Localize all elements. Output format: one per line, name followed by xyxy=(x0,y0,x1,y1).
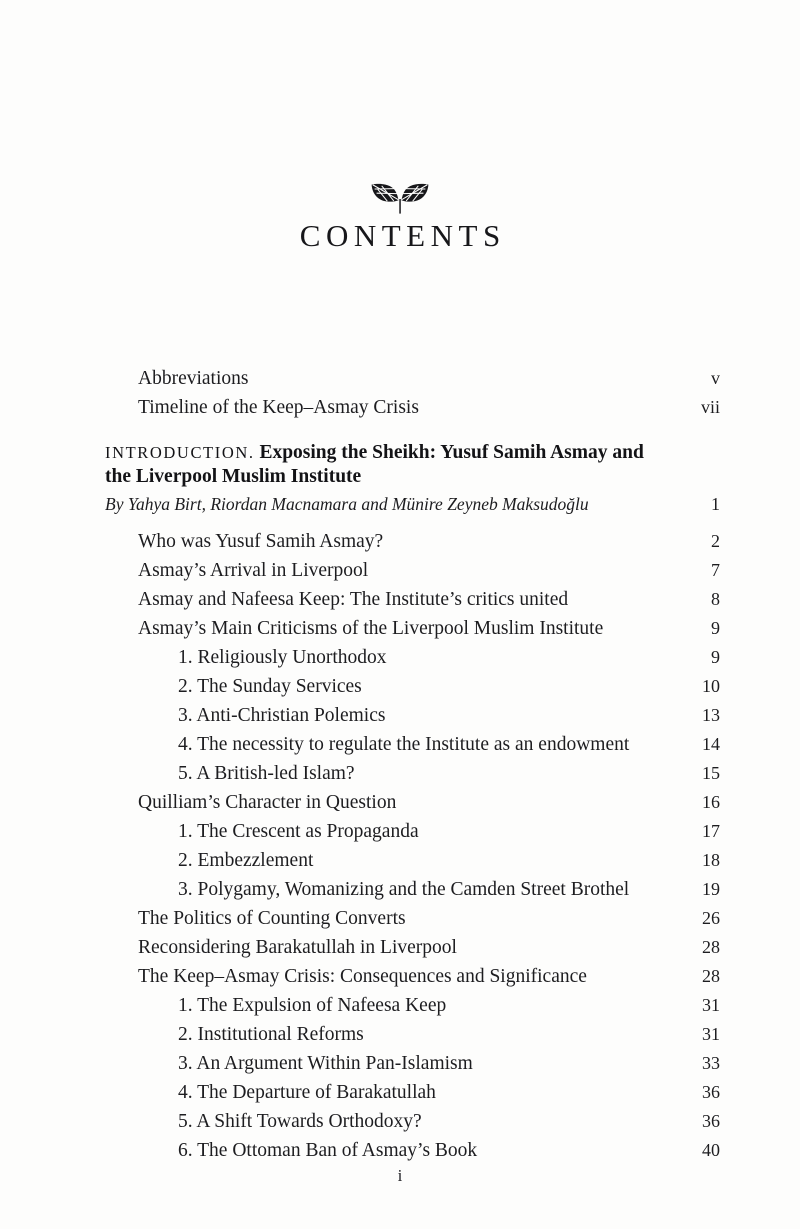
toc-entry[interactable] xyxy=(105,643,720,672)
toc-entry-label: 3. An Argument Within Pan-Islamism xyxy=(178,1053,473,1074)
toc-entry-page: v xyxy=(711,368,720,388)
toc-entry-page: 36 xyxy=(702,1082,720,1102)
toc-entry-page: 31 xyxy=(702,1024,720,1044)
toc-entry-label: Asmay and Nafeesa Keep: The Institute’s critics united xyxy=(138,589,569,610)
toc-entry[interactable] xyxy=(105,614,720,643)
toc-entry-label: Asmay’s Arrival in Liverpool xyxy=(138,560,369,581)
toc-entry-label: 1. The Expulsion of Nafeesa Keep xyxy=(178,995,447,1016)
toc-entry-page: 7 xyxy=(711,560,720,580)
toc-entry-label: Who was Yusuf Samih Asmay? xyxy=(138,531,384,552)
toc-entry[interactable] xyxy=(105,1020,720,1049)
toc-entry[interactable] xyxy=(105,527,720,556)
toc-entry[interactable] xyxy=(105,759,720,788)
toc-entry[interactable] xyxy=(105,556,720,585)
toc-entry-label: 2. Institutional Reforms xyxy=(178,1024,364,1045)
toc-entry-page: 36 xyxy=(702,1111,720,1131)
leaf-sprig-ornament xyxy=(0,178,800,214)
introduction-byline-row xyxy=(105,491,720,517)
toc-entry[interactable] xyxy=(105,875,720,904)
toc-entry-label: The Keep–Asmay Crisis: Consequences and Significance xyxy=(138,966,587,987)
toc-entry-page: 14 xyxy=(702,734,720,754)
toc-entry-label: The Politics of Counting Converts xyxy=(138,908,406,929)
introduction-heading xyxy=(105,441,665,488)
toc-entry-page: vii xyxy=(700,397,720,417)
toc-entry[interactable] xyxy=(105,585,720,614)
toc-entry-label: 6. The Ottoman Ban of Asmay’s Book xyxy=(178,1140,478,1161)
toc-entry-page: 9 xyxy=(711,647,720,667)
toc-entry-page: 28 xyxy=(702,937,720,957)
toc-entry-page: 31 xyxy=(702,995,720,1015)
page-title: CONTENTS xyxy=(299,218,506,253)
toc-entry-label: Quilliam’s Character in Question xyxy=(138,792,397,813)
toc-entry[interactable] xyxy=(105,730,720,759)
toc-entry[interactable] xyxy=(105,1136,720,1165)
toc-entry-label: 5. A British-led Islam? xyxy=(178,763,355,784)
introduction-title: Exposing the Sheikh: Yusuf Samih Asmay and the Liverpool Muslim Institute xyxy=(105,442,644,487)
toc-entry-label: Reconsidering Barakatullah in Liverpool xyxy=(138,937,457,958)
toc-entry-label: 4. The necessity to regulate the Institute as an endowment xyxy=(178,734,630,755)
toc-entry[interactable] xyxy=(105,788,720,817)
toc-entry-label: Abbreviations xyxy=(138,368,249,389)
toc-entry-label: 2. The Sunday Services xyxy=(178,676,362,697)
toc-entry[interactable] xyxy=(105,904,720,933)
toc-entry[interactable] xyxy=(105,1078,720,1107)
toc-entry-page: 26 xyxy=(702,908,720,928)
toc-entry[interactable] xyxy=(105,846,720,875)
introduction-kicker: INTRODUCTION. xyxy=(105,443,255,462)
page-folio: i xyxy=(397,1166,403,1185)
toc-entry-label: 3. Anti-Christian Polemics xyxy=(178,705,386,726)
toc-entry[interactable] xyxy=(105,1107,720,1136)
toc-entry[interactable] xyxy=(105,962,720,991)
toc-entry-label: 3. Polygamy, Womanizing and the Camden Street Brothel xyxy=(178,879,630,900)
toc-entry[interactable] xyxy=(105,364,720,393)
toc-entry-page: 33 xyxy=(702,1053,720,1073)
toc-entry-page: 10 xyxy=(702,676,720,696)
toc-entry-page: 9 xyxy=(711,618,720,638)
toc-entry-page: 16 xyxy=(702,792,720,812)
toc-entry-page: 40 xyxy=(702,1140,720,1160)
toc-entry[interactable] xyxy=(105,933,720,962)
toc-entry[interactable] xyxy=(105,817,720,846)
introduction-entry[interactable] xyxy=(105,441,720,517)
toc-entry-page: 15 xyxy=(702,763,720,783)
toc-entry-label: 5. A Shift Towards Orthodoxy? xyxy=(178,1111,422,1132)
toc-entry-label: Asmay’s Main Criticisms of the Liverpool Muslim Institute xyxy=(138,618,604,639)
toc-entry-page: 28 xyxy=(702,966,720,986)
toc-entry-label: 1. Religiously Unorthodox xyxy=(178,647,387,668)
toc-entry[interactable] xyxy=(105,672,720,701)
toc-entry-label: Timeline of the Keep–Asmay Crisis xyxy=(138,397,419,418)
toc-entry-page: 8 xyxy=(711,589,720,609)
toc-entry-label: 1. The Crescent as Propaganda xyxy=(178,821,419,842)
toc-entry-page: 17 xyxy=(702,821,720,841)
toc-entry-page: 2 xyxy=(711,531,720,551)
toc-entry[interactable] xyxy=(105,701,720,730)
toc-entry-list xyxy=(105,527,720,1165)
toc-entry-page: 18 xyxy=(702,850,720,870)
toc-entry-label: 4. The Departure of Barakatullah xyxy=(178,1082,436,1103)
introduction-page: 1 xyxy=(711,494,720,514)
toc-entry-page: 13 xyxy=(702,705,720,725)
toc-entry[interactable] xyxy=(105,393,720,422)
introduction-byline: By Yahya Birt, Riordan Macnamara and Münire Zeyneb Maksudoğlu xyxy=(105,494,589,514)
table-of-contents xyxy=(105,364,720,1165)
toc-entry-page: 19 xyxy=(702,879,720,899)
toc-entry[interactable] xyxy=(105,991,720,1020)
front-matter-list xyxy=(105,364,720,422)
toc-entry[interactable] xyxy=(105,1049,720,1078)
toc-entry-label: 2. Embezzlement xyxy=(178,850,314,871)
